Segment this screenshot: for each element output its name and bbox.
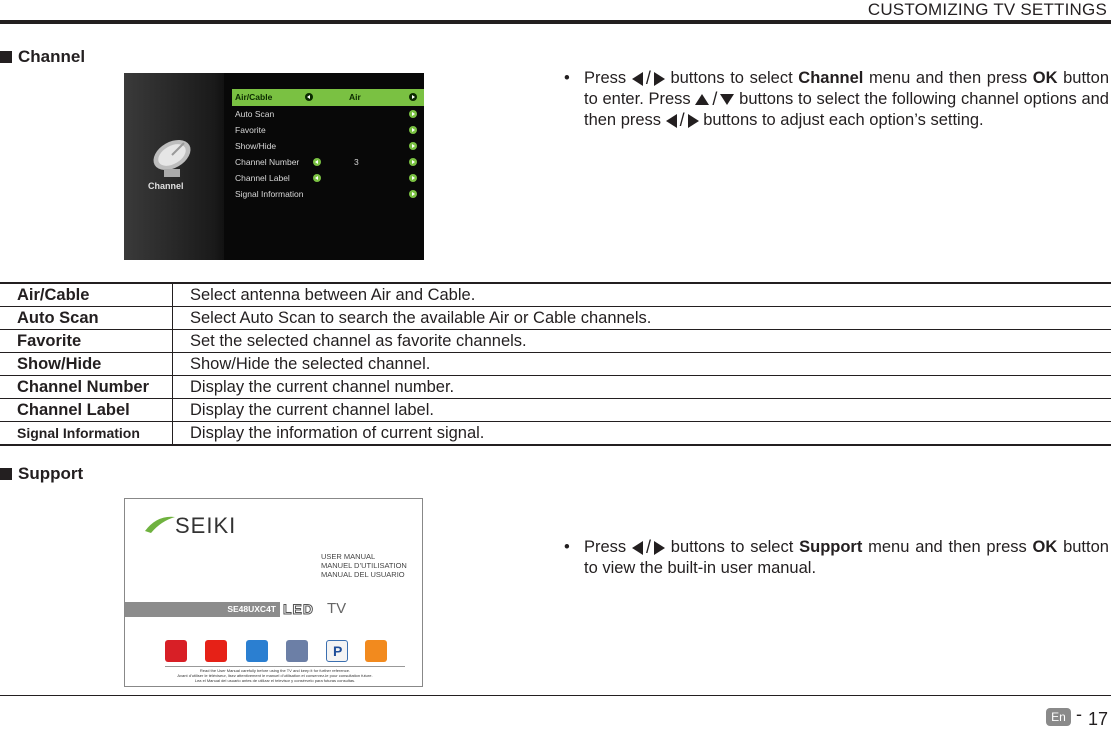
- chevron-left-icon: [313, 158, 321, 166]
- channel-menu-screenshot: [124, 73, 424, 260]
- chevron-right-icon: [409, 126, 417, 134]
- support-instructions: • Press / buttons to select Support menu and then press OK button to view the built-in user manual.: [564, 537, 1109, 578]
- table-row: Channel Number Display the current channel number.: [0, 376, 1111, 399]
- menu-row-show-hide[interactable]: Show/Hide: [232, 138, 424, 155]
- manual-titles: USER MANUAL MANUEL D’UTILISATION MANUAL DEL USUARIO: [321, 552, 407, 579]
- support-manual-screenshot: [124, 498, 423, 687]
- support-heading: [0, 464, 83, 484]
- pandora-icon: P: [326, 640, 348, 662]
- support-heading-text: Support: [18, 464, 84, 483]
- menu-row-favorite[interactable]: Favorite: [232, 122, 424, 139]
- left-arrow-icon: [632, 72, 643, 86]
- left-arrow-icon: [666, 114, 677, 128]
- vudu-icon: [246, 640, 268, 662]
- page-section-title: CUSTOMIZING TV SETTINGS: [867, 0, 1107, 19]
- right-arrow-icon: [654, 541, 665, 555]
- page-number: 17: [1088, 709, 1109, 729]
- channel-heading-text: Channel: [18, 47, 86, 66]
- table-row: Auto Scan Select Auto Scan to search the available Air or Cable channels.: [0, 307, 1111, 330]
- menu-row-signal-information[interactable]: Signal Information: [232, 186, 424, 203]
- menu-row-air-cable[interactable]: Air/Cable Air: [232, 89, 424, 106]
- chevron-right-icon: [409, 190, 417, 198]
- chevron-right-icon: [409, 158, 417, 166]
- square-bullet-icon: [0, 51, 12, 63]
- model-bar: SE48UXC4T: [125, 602, 280, 617]
- menu-row-channel-number[interactable]: Channel Number 3: [232, 154, 424, 171]
- seiki-logo-text: SEIKI: [175, 513, 237, 538]
- up-arrow-icon: [695, 94, 709, 105]
- chevron-right-icon: [409, 142, 417, 150]
- chevron-right-icon: [409, 174, 417, 182]
- youtube-icon: [205, 640, 227, 662]
- chevron-right-icon: [409, 110, 417, 118]
- divider: [165, 666, 405, 667]
- down-arrow-icon: [720, 94, 734, 105]
- language-badge: En: [1046, 708, 1071, 726]
- table-row: Signal Information Display the information of current signal.: [0, 422, 1111, 446]
- app-icon: [286, 640, 308, 662]
- right-arrow-icon: [688, 114, 699, 128]
- app-icon: [365, 640, 387, 662]
- channel-instructions: • Press / buttons to select Channel menu and then press OK button to enter. Press / buttons to select the following channel options and then press / buttons to adjust each option’s setting.: [564, 68, 1109, 131]
- menu-row-channel-label[interactable]: Channel Label: [232, 170, 424, 187]
- seiki-swoosh-icon: [143, 513, 177, 535]
- footer-rule: [0, 695, 1111, 696]
- channel-options-table: [0, 282, 1111, 446]
- table-row: Channel Label Display the current channel label.: [0, 399, 1111, 422]
- menu-row-auto-scan[interactable]: Auto Scan: [232, 106, 424, 123]
- tv-label: TV: [327, 600, 347, 617]
- table-row: Show/Hide Show/Hide the selected channel.: [0, 353, 1111, 376]
- square-bullet-icon: [0, 468, 12, 480]
- table-row: Favorite Set the selected channel as favorite channels.: [0, 330, 1111, 353]
- table-row: Air/Cable Select antenna between Air and Cable.: [0, 283, 1111, 307]
- manual-notes: Read the User Manual carefully before using the TV and keep it for further reference. Avant d’utiliser le téléviseur, lisez attentivement le manuel d’utilisation et conservez-le pour consultation future. Lea el Manual del usuario antes de utilizar el televisor y consérvelo para futuras consultas.: [177, 668, 373, 683]
- page-dash: -: [1076, 704, 1082, 724]
- led-logo: LED: [283, 601, 314, 617]
- chevron-right-icon: [409, 93, 417, 101]
- chevron-left-icon: [305, 93, 313, 101]
- left-arrow-icon: [632, 541, 643, 555]
- satellite-dish-icon: [144, 133, 199, 183]
- right-arrow-icon: [654, 72, 665, 86]
- chevron-left-icon: [313, 174, 321, 182]
- netflix-icon: [165, 640, 187, 662]
- channel-icon-label: Channel: [148, 181, 184, 191]
- header-rule: [0, 20, 1111, 24]
- channel-heading: [0, 47, 85, 67]
